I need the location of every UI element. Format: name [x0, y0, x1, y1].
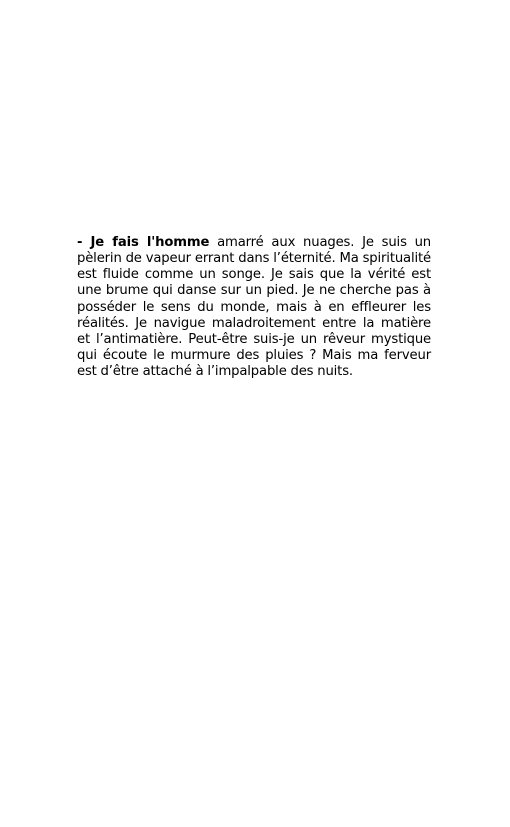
paragraph-body: amarré aux nuages. Je suis un pèlerin de vapeur errant dans l’éternité. Ma spiritualité est fluide comme un songe. Je sais que la vérité est une brume qui danse sur un pied. Je ne cherche pas à posséder le sens du monde, mais à en effleurer les réalités. Je navigue maladroitement entre la matière et l’antimatière. Peut-être suis-je un rêveur mystique qui écoute le murmure des pluies ? Mais ma ferveur est d’être attaché à l’impalpable des nuits. — [77, 235, 432, 379]
paragraph — [77, 235, 431, 380]
paragraph-lead: - Je fais l'homme — [77, 235, 210, 251]
